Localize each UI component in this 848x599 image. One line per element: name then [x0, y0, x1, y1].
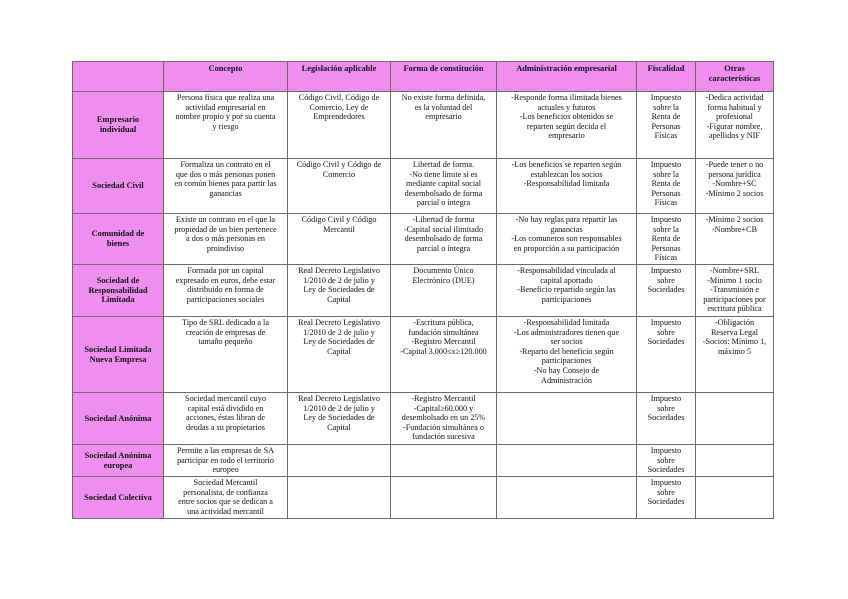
cell-line: -Mínimo 2 socios	[705, 188, 764, 198]
cell-line: ser socios	[550, 337, 583, 347]
cell-line: empresario	[548, 131, 585, 141]
row-header-line: Sociedad Limitada	[84, 344, 152, 354]
cell-line: -Figurar nombre,	[706, 121, 763, 131]
cell-line: 1/2010 de 2 de julio y	[303, 275, 375, 285]
cell-line: en común bienes para partir las	[174, 179, 277, 189]
cell-line: Renta de	[651, 234, 681, 244]
cell-line: -Puede tener o no	[705, 160, 764, 169]
row-header-line: Sociedad Colectiva	[84, 492, 152, 502]
cell-fiscalidad	[637, 159, 696, 214]
cell-line: actuales y futuros	[537, 102, 596, 112]
cell-administracion	[497, 477, 637, 519]
cell-line: parcial o íntegra	[416, 243, 471, 253]
row-header	[73, 477, 164, 519]
cell-line: Impuesto	[650, 160, 682, 169]
cell-line: ganancias	[550, 224, 583, 234]
cell-line: Físicas	[654, 253, 678, 263]
cell-line: forma habitual y	[707, 102, 762, 112]
cell-line: sobre	[657, 403, 675, 413]
cell-line: Sociedades	[647, 285, 685, 295]
cell-line: -Nombre+SC	[712, 179, 757, 189]
cell-legislacion	[288, 445, 391, 477]
cell-legislacion	[288, 393, 391, 445]
cell-line: -Fundación simultánea o	[403, 422, 484, 432]
row-header-line: Sociedad Civil	[92, 181, 144, 191]
cell-forma-constitucion	[391, 214, 497, 265]
cell-line: -Responsabilidad limitada	[523, 318, 610, 327]
header-cell-empty	[73, 62, 164, 92]
header-legislacion: Legislación aplicable	[288, 62, 391, 92]
cell-line: Sociedad Mercantil	[193, 478, 258, 487]
cell-line: Código Civil, Código de	[298, 93, 380, 102]
cell-line: y riesgo	[212, 121, 239, 131]
row-header-line: Nueva Empresa	[89, 354, 147, 364]
cell-line: sobre la	[653, 102, 679, 112]
cell-line: participaciones sociales	[186, 294, 265, 304]
cell-line: capital aportado	[540, 275, 593, 285]
cell-administracion	[497, 265, 637, 317]
cell-line: capital está dividido en	[187, 403, 264, 413]
cell-line: Código Civil y Código de	[296, 160, 382, 169]
cell-line: profesional	[716, 112, 753, 122]
cell-line: fundación simultánea	[408, 327, 479, 337]
cell-line: Reserva Legal	[710, 327, 759, 337]
cell-line: Libertad de forma.	[412, 160, 475, 169]
cell-line: Formaliza un contrato en el	[180, 160, 271, 169]
table-row	[73, 477, 774, 519]
cell-line: en proporción a su participación	[513, 243, 620, 253]
header-administracion: Administración empresarial	[497, 62, 637, 92]
cell-concepto	[164, 92, 288, 159]
cell-line: apellidos y NIF	[709, 131, 760, 141]
cell-line: ganancias	[209, 188, 242, 198]
cell-legislacion	[288, 265, 391, 317]
cell-administracion	[497, 317, 637, 393]
cell-line: Personas	[651, 188, 681, 198]
cell-line: Sociedad mercantil cuyo	[185, 394, 266, 403]
cell-line: -Mínimo 2 socios	[705, 215, 764, 224]
cell-fiscalidad	[637, 317, 696, 393]
cell-line: Renta de	[651, 179, 681, 189]
cell-legislacion	[288, 477, 391, 519]
cell-line: -Responde forma ilimitada bienes	[511, 93, 622, 102]
cell-forma-constitucion	[391, 477, 497, 519]
cell-line: parcial o íntegra	[416, 198, 471, 208]
cell-line: establezcan los socios	[530, 169, 603, 179]
cell-line: -Los administradores tienen que	[513, 327, 620, 337]
cell-line: Personas	[651, 243, 681, 253]
row-header	[73, 317, 164, 393]
cell-legislacion	[288, 214, 391, 265]
cell-line: proindiviso	[206, 243, 245, 253]
cell-legislacion	[288, 317, 391, 393]
cell-line: Mercantil	[323, 224, 355, 234]
cell-line: Físicas	[654, 198, 678, 208]
cell-forma-constitucion	[391, 265, 497, 317]
cell-line: -Socios: Mínimo 1,	[702, 337, 767, 347]
cell-line: es la voluntad del	[414, 102, 473, 112]
cell-line: Sociedades	[647, 413, 685, 423]
table-row	[73, 317, 774, 393]
cell-line: que dos o más personas ponen	[175, 169, 276, 179]
cell-line: Capital	[327, 422, 351, 432]
cell-line: Físicas	[654, 131, 678, 141]
cell-line: -Los beneficios obtenidos se	[519, 112, 614, 122]
cell-line: sobre	[657, 327, 675, 337]
cell-line: sobre la	[653, 224, 679, 234]
cell-line: -Los beneficios se reparten según	[511, 160, 622, 169]
cell-concepto	[164, 477, 288, 519]
cell-line: nombre propio y por su cuenta	[175, 112, 276, 122]
company-types-table	[72, 61, 774, 519]
header-concepto: Concepto	[164, 62, 288, 92]
table-row	[73, 445, 774, 477]
cell-line: Real Decreto Legislativo	[298, 394, 380, 403]
cell-line: -Registro Mercantil	[411, 394, 476, 403]
cell-administracion	[497, 92, 637, 159]
cell-line: 1/2010 de 2 de julio y	[303, 403, 375, 413]
cell-line: 1/2010 de 2 de julio y	[303, 327, 375, 337]
cell-line: Personas	[651, 121, 681, 131]
cell-line: -Escritura pública,	[413, 318, 474, 327]
cell-concepto	[164, 265, 288, 317]
row-header	[73, 92, 164, 159]
cell-line: Impuesto	[650, 446, 682, 455]
row-header-line: Responsabilidad	[88, 285, 148, 295]
cell-line: Ley de Sociedades de	[303, 413, 375, 423]
cell-concepto	[164, 393, 288, 445]
cell-forma-constitucion	[391, 317, 497, 393]
cell-concepto	[164, 214, 288, 265]
cell-line: Real Decreto Legislativo	[298, 266, 380, 275]
row-header	[73, 445, 164, 477]
cell-line: persona jurídica	[708, 169, 761, 179]
cell-line: -Libertad de forma	[412, 215, 475, 224]
cell-line: desembolsado de forma	[404, 234, 483, 244]
cell-line: participar en todo el territorio	[177, 455, 274, 465]
cell-line: Real Decreto Legislativo	[298, 318, 380, 327]
cell-line: creación de empresas de	[185, 327, 266, 337]
cell-fiscalidad	[637, 265, 696, 317]
cell-line: Código Civil y Código	[301, 215, 377, 224]
cell-line: Sociedades	[647, 337, 685, 347]
cell-line: desembolsado en un 25%	[401, 413, 486, 423]
cell-line: máximo 5	[718, 346, 751, 356]
cell-line: sobre	[657, 455, 675, 465]
cell-line: Emprendedores	[313, 112, 365, 122]
cell-line: -No hay Consejo de	[533, 365, 600, 375]
row-header	[73, 214, 164, 265]
cell-line: -Obligación	[714, 318, 755, 327]
cell-line: Comercio	[322, 169, 356, 179]
cell-line: personalista, de confianza	[183, 487, 268, 497]
cell-line: Capital	[327, 294, 351, 304]
cell-line: -Capital social ilimitado	[403, 224, 484, 234]
table-row	[73, 214, 774, 265]
cell-line: Tipo de SRL dedicado a la	[182, 318, 269, 327]
cell-line: una actividad mercantil	[187, 506, 264, 516]
cell-line: -No tiene límite si es	[409, 169, 478, 179]
cell-line: Ley de Sociedades de	[303, 285, 375, 295]
cell-line: mediante capital social	[405, 179, 482, 189]
cell-line: propiedad de un bien pertenece	[174, 224, 277, 234]
row-header	[73, 393, 164, 445]
cell-line: Comercio, Ley de	[309, 102, 369, 112]
cell-line: Impuesto	[650, 93, 682, 102]
cell-otras	[696, 445, 774, 477]
cell-line: europeo	[212, 465, 239, 475]
cell-line: -Responsabilidad vinculada al	[517, 266, 616, 275]
cell-line: reparten según decida el	[526, 121, 607, 131]
cell-administracion	[497, 159, 637, 214]
cell-line: -Transmisión e	[709, 285, 760, 295]
cell-concepto	[164, 159, 288, 214]
row-header-line: Sociedad Anónima	[84, 450, 152, 460]
cell-line: Capital	[327, 346, 351, 356]
cell-line: Impuesto	[650, 478, 682, 487]
cell-line: a dos o más personas en	[186, 234, 265, 244]
cell-forma-constitucion	[391, 159, 497, 214]
row-header-line: Empresario	[96, 115, 140, 125]
cell-line: -Capital≥60.000 y	[413, 403, 474, 413]
cell-line: Renta de	[651, 112, 681, 122]
cell-otras	[696, 265, 774, 317]
cell-line: empresario	[425, 112, 462, 122]
cell-line: sobre	[657, 275, 675, 285]
cell-line: tamaño pequeño	[198, 337, 253, 347]
row-header-line: individual	[99, 125, 137, 134]
cell-line: escritura pública	[707, 304, 762, 314]
cell-line: -Los comuneros son responsables	[511, 234, 622, 244]
cell-line: participaciones por	[703, 294, 766, 304]
cell-line: actividad empresarial en	[185, 102, 266, 112]
cell-concepto	[164, 445, 288, 477]
cell-line: Permite a las empresas de SA	[176, 446, 275, 455]
row-header-line: Comunidad de	[91, 229, 145, 239]
cell-line: participaciones	[541, 294, 592, 304]
cell-line: Persona física que realiza una	[176, 93, 275, 102]
cell-line: Sociedades	[647, 497, 685, 507]
cell-line: -Reparto del beneficio según	[519, 346, 614, 356]
cell-line: fundación sucesiva	[412, 432, 475, 442]
cell-line: Impuesto	[650, 318, 682, 327]
cell-fiscalidad	[637, 92, 696, 159]
cell-line: desembolsado de forma	[404, 188, 483, 198]
cell-line: entre socios que se dedican a	[178, 497, 273, 507]
cell-line: Sociedades	[647, 465, 685, 475]
header-otras: Otras características	[696, 62, 774, 92]
row-header-line: Sociedad de	[96, 275, 140, 285]
table-row	[73, 92, 774, 159]
cell-line: sobre la	[653, 169, 679, 179]
cell-line: sobre	[657, 487, 675, 497]
cell-administracion	[497, 445, 637, 477]
cell-fiscalidad	[637, 477, 696, 519]
cell-administracion	[497, 393, 637, 445]
cell-otras	[696, 92, 774, 159]
cell-legislacion	[288, 92, 391, 159]
cell-line: Existe un contrato en el que la	[175, 215, 276, 224]
row-header-line: europea	[103, 460, 133, 470]
table-row	[73, 265, 774, 317]
row-header	[73, 159, 164, 214]
table-row	[73, 159, 774, 214]
cell-line: -Beneficio repartido según las	[517, 285, 616, 295]
cell-forma-constitucion	[391, 445, 497, 477]
cell-otras	[696, 214, 774, 265]
cell-line: Impuesto	[650, 266, 682, 275]
cell-legislacion	[288, 159, 391, 214]
cell-line: -Dedica actividad	[705, 93, 764, 102]
cell-line: Documento Único	[413, 266, 474, 275]
header-row	[73, 62, 774, 92]
header-fiscalidad: Fiscalidad	[637, 62, 696, 92]
cell-line: Impuesto	[650, 394, 682, 403]
cell-otras	[696, 159, 774, 214]
row-header-line: Sociedad Anónima	[84, 413, 152, 423]
cell-forma-constitucion	[391, 393, 497, 445]
cell-line: -Registro Mercantil	[411, 337, 476, 347]
row-header	[73, 265, 164, 317]
cell-line: Impuesto	[650, 215, 682, 224]
header-forma-constitucion: Forma de constitución	[391, 62, 497, 92]
cell-line: Electrónico (DUE)	[412, 275, 475, 285]
row-header-line: Limitada	[101, 295, 135, 305]
cell-line: expresado en euros, debe estar	[175, 275, 276, 285]
cell-otras	[696, 393, 774, 445]
cell-fiscalidad	[637, 214, 696, 265]
cell-line: Ley de Sociedades de	[303, 337, 375, 347]
cell-fiscalidad	[637, 393, 696, 445]
cell-line: -Mínimo 1 socio	[707, 275, 762, 285]
cell-forma-constitucion	[391, 92, 497, 159]
cell-line: No existe forma definida,	[401, 93, 486, 102]
cell-line: deudas a su propietarios	[186, 422, 265, 432]
cell-otras	[696, 477, 774, 519]
cell-line: Administración	[541, 375, 592, 385]
cell-line: -Capital 3.000≤x≥120.000	[400, 346, 487, 356]
cell-administracion	[497, 214, 637, 265]
cell-otras	[696, 317, 774, 393]
cell-concepto	[164, 317, 288, 393]
cell-fiscalidad	[637, 445, 696, 477]
cell-line: acciones, éstas libran de	[185, 413, 266, 423]
cell-line: distribuido en forma de	[187, 285, 264, 295]
cell-line: -No hay reglas para repartir las	[515, 215, 618, 224]
cell-line: Formada por un capital	[187, 266, 264, 275]
table-row	[73, 393, 774, 445]
cell-line: -Nombre+CB	[711, 224, 758, 234]
cell-line: -Nombre+SRL	[709, 266, 760, 275]
cell-line: participaciones	[541, 356, 592, 366]
cell-line: -Responsabilidad limitada	[523, 179, 610, 189]
row-header-line: bienes	[106, 239, 130, 248]
